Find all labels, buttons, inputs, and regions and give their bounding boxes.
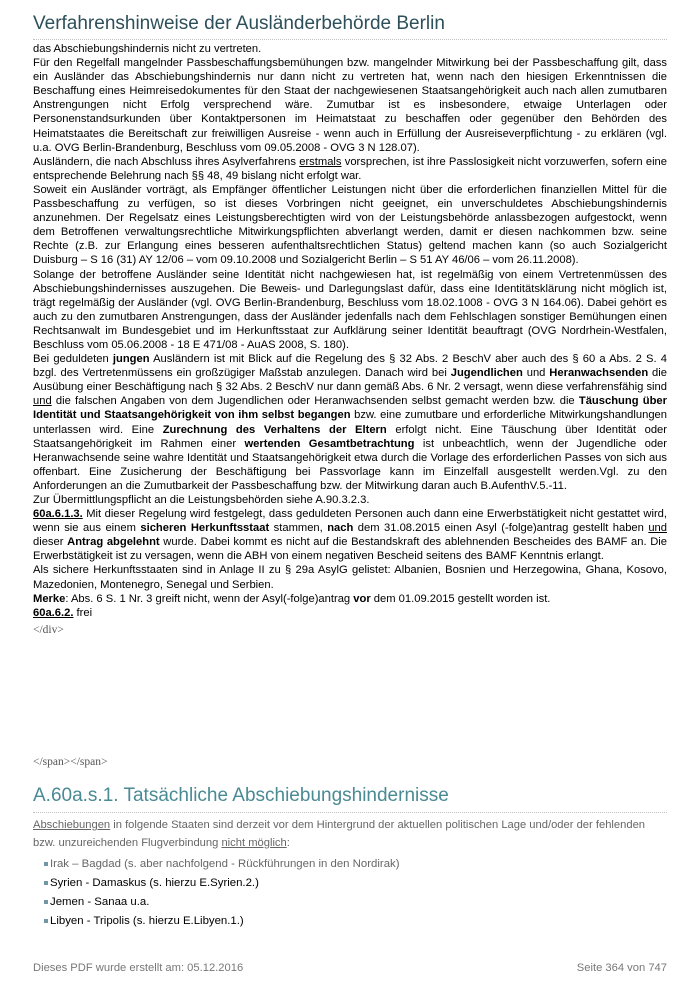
stray-markup-text: </span></span> <box>33 756 108 768</box>
underlined-text: erstmals <box>299 155 342 168</box>
paragraph: Bei geduldeten jungen Ausländern ist mit Blick auf die Regelung des § 32 Abs. 2 BeschV aber auch des § 60 a Abs. 2 S. 4 bzgl. des Vertretenmüssens ein großzügiger Maßstab anzulegen. Danach wird bei Jugendlichen und Heranwachsenden die Ausübung einer Beschäftigung nach § 32 Abs. 2 BeschV nur dann gemäß Abs. 6 Nr. 2 versagt, wenn diese verfahrensfähig sind und die falschen Angaben von dem Jugendlichen oder Heranwachsenden selbst gemacht werden bzw. die Täuschung über Identität und Staatsangehörigkeit von ihm selbst begangen bzw. eine zumutbare und erforderliche Mitwirkungshandlungen unterlassen wird. Eine Zurechnung des Verhaltens der Eltern erfolgt nicht. Eine Täuschung über Identität oder Staatsangehörigkeit im Rahmen einer wertenden Gesamtbetrachtung ist unbeachtlich, wenn der Jugendliche oder Heranwachsende seine wahre Identität und Staatsangehörigkeit etwa durch die Vorlage des erforderlichen Passes von sich aus offenbart. Eine Zusicherung der Beschäftigung bei Passvorlage kann im Einzelfall ausgestellt werden.Vgl. zu den Anforderungen an die Zumutbarkeit der Passbeschaffung bzw. der Mitwirkung daran auch B.AufenthV.5.-11. <box>33 353 667 492</box>
section-header <box>33 784 667 813</box>
list-item: Irak – Bagdad (s. aber nachfolgend - Rückführungen in den Nordirak) <box>44 855 664 874</box>
section-reference: 60a.6.2. <box>33 606 74 619</box>
header-divider <box>33 39 667 40</box>
paragraph: Zur Übermittlungspflicht an die Leistungsbehörden siehe A.90.3.2.3. <box>33 494 370 506</box>
list-item: Syrien - Damaskus (s. hierzu E.Syrien.2.) <box>44 874 664 893</box>
paragraph: Ausländern, die nach Abschluss ihres Asylverfahrens erstmals vorsprechen, ist ihre Passlosigkeit nicht vorzuwerfen, sofern eine entsprechende Belehrung nach §§ 48, 49 bislang nicht erfolgt war. <box>33 155 667 182</box>
paragraph: 60a.6.2. frei <box>33 606 93 619</box>
document-title: Verfahrenshinweise der Ausländerbehörde Berlin <box>33 13 445 34</box>
page-header <box>33 12 667 40</box>
paragraph: Solange der betroffene Ausländer seine Identität nicht nachgewiesen hat, ist regelmäßig von einem Vertretenmüssen des Abschiebungshindernisses auszugehen. Die Beweis- und Darlegungslast dafür, dass eine Identitätsklärung nicht möglich ist, trägt regelmäßig der Ausländer (vgl. OVG Berlin-Brandenburg, Beschluss vom 18.02.1008 - OVG 3 N 164.06). Dabei gehört es auch zu den zumutbaren Anstrengungen, dass der Ausländer jedenfalls nach dem Fehlschlagen sonstiger Bemühungen einen Rechtsanwalt im Bundesgebiet und im Herkunftsstaat zur Aufklärung seiner Identität beauftragt (OVG Nordrhein-Westfalen, Beschluss vom 05.06.2008 - 18 E 471/08 - AuAS 2008, S. 180). <box>33 268 667 351</box>
page-number: Seite 364 von 747 <box>576 962 667 974</box>
paragraph: Für den Regelfall mangelnder Passbeschaffungsbemühungen bzw. mangelnder Mitwirkung bei der Passbeschaffung gilt, dass ein Ausländer das Abschiebungshindernis nur dann nicht zu vertreten hat, wenn nach den hiesigen Erkenntnissen die Beschaffung eines Heimreisedokumentes für den Staat der nachgewiesenen Staatsangehörigkeit auch nach allen zumutbaren Anstrengungen nicht Erfolg versprechend wäre. Zumutbar ist es insbesondere, etwaige Unterlagen oder Personenstandsurkunden über Kontaktpersonen im Heimatstaat zu beschaffen oder gegenüber den Behörden des Heimatstaates die Bereitschaft zur freiwilligen Ausreise - wenn auch in Erfüllung der Ausreiseverpflichtung - zu erklären (vgl. u.a. OVG Berlin-Brandenburg, Beschluss vom 09.05.2008 - OVG 3 N 128.07). <box>33 57 667 154</box>
paragraph: das Abschiebungshindernis nicht zu vertreten. <box>33 43 262 55</box>
stray-markup-text: </div> <box>33 624 64 636</box>
underlined-link-text: Abschiebungen <box>33 819 111 831</box>
paragraph: Merke: Abs. 6 S. 1 Nr. 3 greift nicht, wenn der Asyl(-folge)antrag vor dem 01.09.2015 gestellt worden ist. <box>33 592 551 605</box>
underlined-link-text: nicht möglich <box>221 837 287 849</box>
pdf-created-date: Dieses PDF wurde erstellt am: 05.12.2016 <box>33 962 244 974</box>
section-title: A.60a.s.1. Tatsächliche Abschiebungshindernisse <box>33 785 449 806</box>
list-item: Jemen - Sanaa u.a. <box>44 893 664 912</box>
square-bullet-icon <box>44 919 48 923</box>
paragraph: Soweit ein Ausländer vorträgt, als Empfänger öffentlicher Leistungen nicht über die erforderlichen finanziellen Mittel für die Passbeschaffung zu verfügen, so ist dieses Vorbringen nicht geeignet, ein unverschuldetes Abschiebungshindernis anzunehmen. Der Regelsatz eines Leistungsberechtigten wird von der Leistungsbehörde anlassbezogen aufgestockt, wenn dem Betroffenen verwaltungsrechtliche Mitwirkungspflichten abverlangt werden, damit er diesen nachkommen bzw. seine Rechte (z.B. zur Erlangung eines besseren aufenthaltsrechtlichen Status) geltend machen kann (so auch Sozialgericht Duisburg – S 16 (31) AY 12/06 – vom 09.10.2008 und Sozialgericht Berlin – S 51 AY 46/06 – vom 26.11.2008). <box>33 183 667 267</box>
paragraph: 60a.6.1.3. Mit dieser Regelung wird festgelegt, dass geduldeten Personen auch dann eine Erwerbstätigkeit nicht gestattet wird, wenn sie aus einem sicheren Herkunftsstaat stammen, nach dem 31.08.2015 einen Asyl (-folge)antrag gestellt haben und dieser Antrag abgelehnt wurde. Dabei kommt es nicht auf die Bestandskraft des ablehnenden Bescheides des BAMF an. Die Erwerbstätigkeit ist zu versagen, wenn die ABH von einem negativen Bescheid seitens des BAMF Kenntnis erlangt. <box>33 508 667 563</box>
section-intro: Abschiebungen in folgende Staaten sind derzeit vor dem Hintergrund der aktuellen politischen Lage und/oder der fehlenden bzw. unzureichenden Flugverbindung nicht möglich: <box>33 819 646 849</box>
document-body <box>33 42 667 620</box>
square-bullet-icon <box>44 881 48 885</box>
country-list <box>44 855 664 931</box>
list-item: Libyen - Tripolis (s. hierzu E.Libyen.1.) <box>44 912 664 931</box>
paragraph: Als sichere Herkunftsstaaten sind in Anlage II zu § 29a AsylG gelistet: Albanien, Bosnien und Herzegowina, Ghana, Kosovo, Mazedonien, Montenegro, Senegal und Serbien. <box>33 564 667 591</box>
section-reference: 60a.6.1.3. <box>33 508 83 521</box>
section-divider <box>33 812 667 813</box>
square-bullet-icon <box>44 862 48 866</box>
square-bullet-icon <box>44 900 48 904</box>
